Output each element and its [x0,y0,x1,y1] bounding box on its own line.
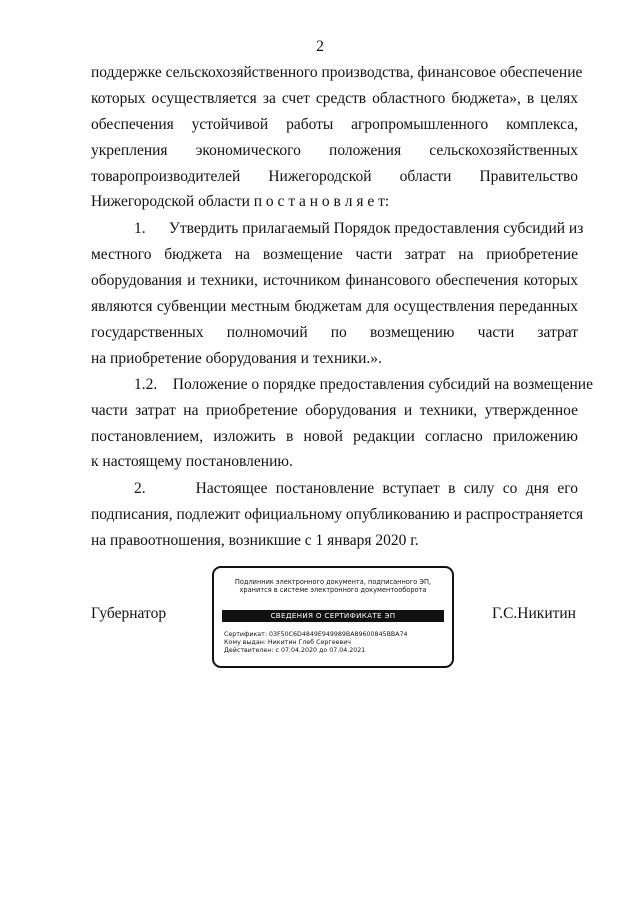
e-signature-stamp [212,566,454,668]
item-2-line: подписания, подлежит официальному опубликованию и распространяется [91,506,584,523]
page-number: 2 [316,38,324,55]
item-1-line: государственных полномочий по возмещению части затрат [91,324,578,341]
body-line: которых осуществляется за счет средств областного бюджета», в целях [91,90,578,107]
body-line: укрепления экономического положения сельскохозяйственных [91,142,578,159]
body-line: обеспечения устойчивой работы агропромышленного комплекса, [91,116,578,133]
item-1-2-line: 1.2. Положение о порядке предоставления субсидий на возмещение [134,376,593,393]
item-1-line: являются субвенции местным бюджетам для осуществления переданных [91,298,578,315]
stamp-info [224,631,408,655]
certificate-validity: Действителен: с 07.04.2020 до 07.04.2021 [224,647,366,654]
certificate-owner: Кому выдан: Никитин Глеб Сергеевич [224,639,352,646]
stamp-note-line: Подлинник электронного документа, подписанного ЭП, [234,578,432,586]
item-1-line: на приобретение оборудования и техники.». [91,350,382,367]
body-line: поддержке сельскохозяйственного производства, финансовое обеспечение [91,64,583,81]
body-line: Нижегородской области п о с т а н о в л я е т: [91,193,390,210]
item-1-line: 1. Утвердить прилагаемый Порядок предоставления субсидий из [134,220,584,237]
stamp-banner: СВЕДЕНИЯ О СЕРТИФИКАТЕ ЭП [222,610,444,622]
signatory-name: Г.С.Никитин [492,605,576,622]
certificate-number: Сертификат: 03F50C6D4849E949989BA89600845BBA74 [224,631,408,638]
item-1-2-line: к настоящему постановлению. [91,453,293,470]
stamp-note-line: хранится в системе электронного документооборота [239,586,427,594]
item-2-line: на правоотношения, возникшие с 1 января 2020 г. [91,532,419,549]
item-1-line: местного бюджета на возмещение части затрат на приобретение [91,246,578,263]
item-1-2-line: части затрат на приобретение оборудования и техники, утвержденное [91,402,578,419]
signatory-position: Губернатор [91,605,167,622]
body-line: товаропроизводителей Нижегородской области Правительство [91,168,578,185]
item-1-2-line: постановлением, изложить в новой редакции согласно приложению [91,428,578,445]
stamp-note [214,578,452,594]
item-2-line: 2. Настоящее постановление вступает в силу со дня его [134,480,578,497]
item-1-line: оборудования и техники, источником финансового обеспечения которых [91,272,578,289]
